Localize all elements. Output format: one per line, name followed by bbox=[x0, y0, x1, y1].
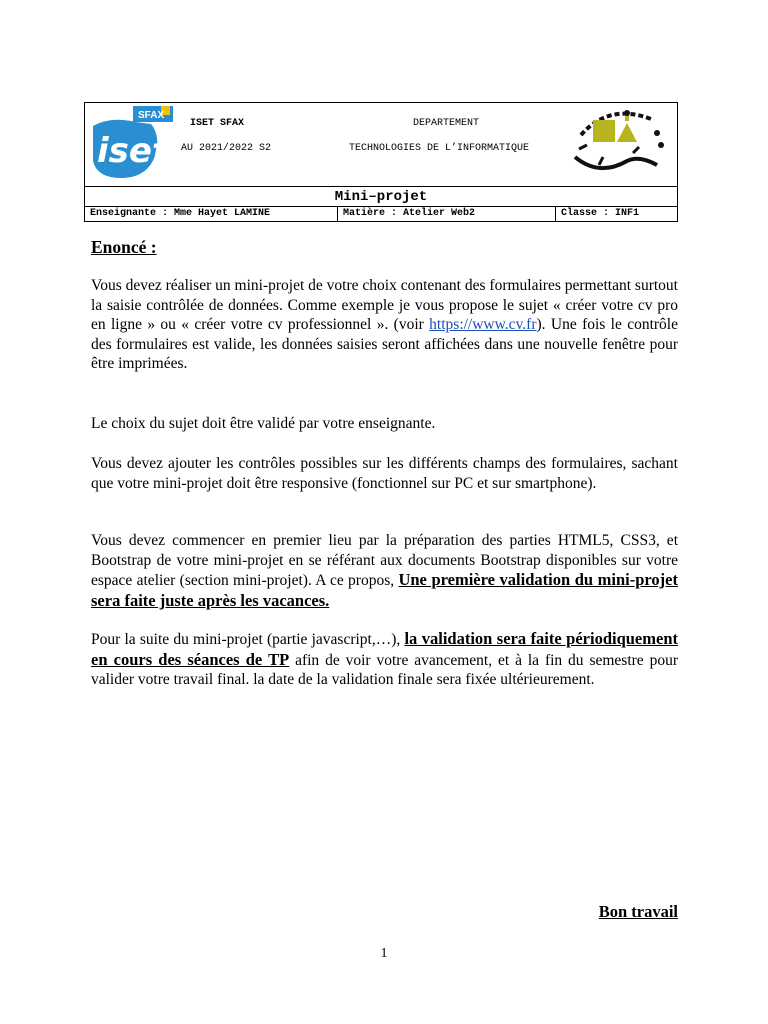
department-name: TECHNOLOGIES DE L’INFORMATIQUE bbox=[349, 143, 530, 154]
paragraph-5-text-c: afin de voir votre avancement, et à la fin du semestre pour valider votre travail final. la date de la validation finale sera fixée ultérieurement. bbox=[91, 651, 678, 688]
paragraph-3: Vous devez ajouter les contrôles possibles sur les différents champs des formulaires, sachant que votre mini-projet doit être responsive (fonctionnel sur PC et sur smartphone). bbox=[91, 455, 678, 492]
department-logo bbox=[569, 105, 675, 183]
paragraph-1-text-a: Vous devez réaliser un mini-projet de votre choix contenant des formulaires permettant surtout la saisie contrôlée de données. Comme exemple je vous propose le sujet « créer votre cv pro en ligne » ou « créer votre cv professionnel ». (voir bbox=[91, 277, 678, 333]
class-cell: Classe : INF1 bbox=[555, 207, 677, 221]
document-title: Mini–projet bbox=[334, 189, 428, 205]
paragraph-4-emphasis: Une première validation du mini-projet sera faite juste après les vacances. bbox=[91, 570, 678, 610]
header-top-row bbox=[85, 103, 677, 187]
logo-iset-text: iset bbox=[97, 131, 169, 171]
page-number: 1 bbox=[380, 946, 388, 961]
paragraph-4-text: Vous devez commencer en premier lieu par la préparation des parties HTML5, CSS3, et Bootstrap de votre mini-projet en se référant aux documents Bootstrap disponibles sur votre espace atelier (section mini-projet). A ce propos, bbox=[91, 532, 678, 589]
academic-year: AU 2021/2022 S2 bbox=[181, 143, 272, 154]
department-label: DEPARTEMENT bbox=[413, 118, 480, 129]
enonce-heading: Enoncé : bbox=[91, 237, 157, 257]
header-table bbox=[84, 102, 678, 222]
title-row bbox=[85, 187, 677, 207]
paragraph-1 bbox=[91, 276, 678, 374]
school-name: ISET SFAX bbox=[190, 118, 245, 129]
cv-link[interactable]: https://www.cv.fr bbox=[429, 316, 537, 333]
info-row bbox=[85, 207, 677, 221]
subject-cell: Matière : Atelier Web2 bbox=[337, 207, 555, 221]
paragraph-4 bbox=[91, 531, 678, 611]
closing-signature: Bon travail bbox=[598, 902, 678, 921]
paragraph-5 bbox=[91, 629, 678, 690]
iset-sfax-logo bbox=[91, 106, 173, 180]
logo-sfax-text: SFAX bbox=[138, 110, 165, 121]
paragraph-1-text-b: ). Une fois le contrôle des formulaires est valide, les données saisies seront affichées dans une nouvelle fenêtre pour être imprimées. bbox=[91, 316, 678, 372]
teacher-cell: Enseignante : Mme Hayet LAMINE bbox=[90, 208, 271, 219]
paragraph-5-text-a: Pour la suite du mini-projet (partie javascript,…), bbox=[91, 631, 405, 648]
paragraph-5-emphasis: la validation sera faite périodiquement en cours des séances de TP bbox=[91, 629, 678, 669]
paragraph-2: Le choix du sujet doit être validé par votre enseignante. bbox=[91, 415, 436, 432]
